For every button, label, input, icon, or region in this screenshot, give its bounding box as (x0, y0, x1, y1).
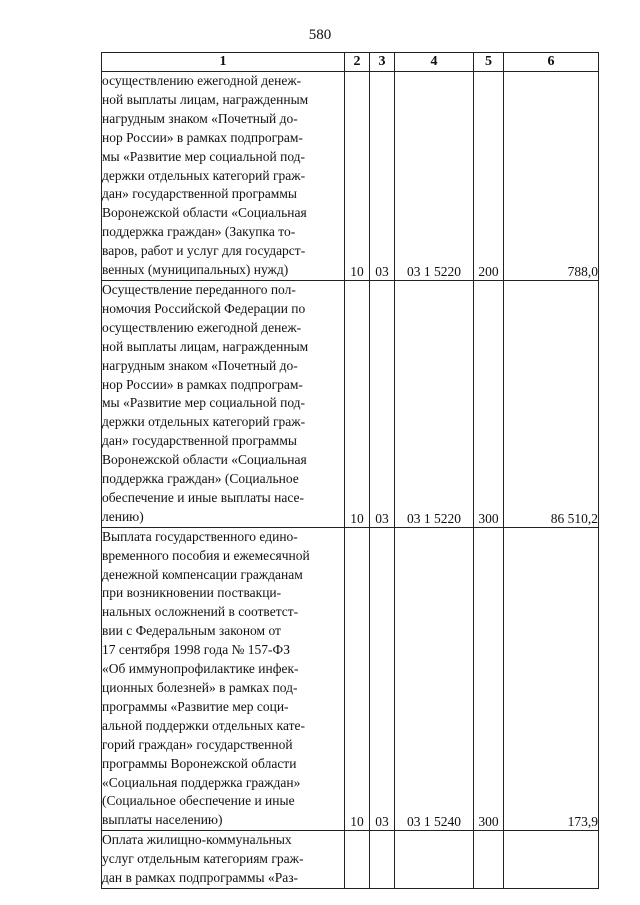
header-col-5: 5 (474, 53, 504, 72)
section-code: 10 (345, 280, 370, 527)
section-code: 10 (345, 72, 370, 281)
description-line: поддержка граждан» (Социальное (102, 471, 299, 487)
description-line: ной выплаты лицам, награжденным (102, 91, 309, 107)
expense-type-code: 300 (474, 280, 504, 527)
description-line: мы «Развитие мер социальной под- (102, 395, 306, 411)
table-row (102, 280, 599, 527)
row-description (102, 527, 345, 831)
description-line: поддержка граждан» (Закупка то- (102, 224, 296, 240)
description-line: Выплата государственного едино- (102, 528, 298, 544)
target-article-code: 03 1 5240 (395, 527, 474, 831)
subsection-code: 03 (370, 527, 395, 831)
description-line: нагрудным знаком «Почетный до- (102, 357, 298, 373)
description-line: нагрудным знаком «Почетный до- (102, 110, 298, 126)
amount: 788,0 (504, 72, 599, 281)
description-line: альной поддержки отдельных кате- (102, 717, 305, 733)
description-line: денежной компенсации гражданам (102, 566, 303, 582)
description-line: Оплата жилищно-коммунальных (102, 832, 292, 848)
expense-type-code: 200 (474, 72, 504, 281)
subsection-code (370, 831, 395, 889)
description-line: Воронежской области «Социальная (102, 452, 307, 468)
description-line: 17 сентября 1998 года № 157-ФЗ (102, 642, 290, 658)
amount: 86 510,2 (504, 280, 599, 527)
description-line: временного пособия и ежемесячной (102, 547, 310, 563)
description-line: «Социальная поддержка граждан» (102, 774, 301, 790)
description-line: держки отдельных категорий граж- (102, 414, 306, 430)
target-article-code: 03 1 5220 (395, 72, 474, 281)
description-line: обеспечение и иные выплаты насе- (102, 489, 304, 505)
description-line: программы Воронежской области (102, 755, 297, 771)
description-line: варов, работ и услуг для государст- (102, 243, 306, 259)
row-description (102, 831, 345, 889)
description-line: держки отдельных категорий граж- (102, 167, 306, 183)
header-col-3: 3 (370, 53, 395, 72)
description-line: при возникновении поствакци- (102, 585, 282, 601)
description-line: Воронежской области «Социальная (102, 205, 307, 221)
description-line: нальных осложнений в соответст- (102, 604, 299, 620)
subsection-code: 03 (370, 280, 395, 527)
description-line: вии с Федеральным законом от (102, 623, 281, 639)
description-line: нор России» в рамках подпрограм- (102, 376, 303, 392)
target-article-code (395, 831, 474, 889)
section-code: 10 (345, 527, 370, 831)
expense-type-code (474, 831, 504, 889)
table-row (102, 527, 599, 831)
description-line: программы «Развитие мер соци- (102, 698, 289, 714)
section-code (345, 831, 370, 889)
description-line: выплаты населению) (102, 812, 223, 828)
expense-type-code: 300 (474, 527, 504, 831)
amount (504, 831, 599, 889)
description-line: ционных болезней» в рамках под- (102, 680, 298, 695)
header-col-1: 1 (102, 53, 345, 72)
page-number: 580 (308, 27, 332, 43)
description-line: горий граждан» государственной (102, 736, 293, 752)
description-line: дан» государственной программы (102, 186, 297, 202)
header-col-2: 2 (345, 53, 370, 72)
description-line: номочия Российской Федерации по (102, 300, 306, 316)
description-line: мы «Развитие мер социальной под- (102, 148, 306, 164)
description-line: Осуществление переданного пол- (102, 281, 296, 297)
amount: 173,9 (504, 527, 599, 831)
description-line: ной выплаты лицам, награжденным (102, 338, 309, 354)
description-line: услуг отдельным категориям граж- (102, 851, 304, 867)
table-row (102, 831, 599, 889)
description-line: осуществлению ежегодной денеж- (102, 319, 302, 335)
description-line: осуществлению ежегодной денеж- (102, 73, 302, 88)
header-col-6: 6 (504, 53, 599, 72)
subsection-code: 03 (370, 72, 395, 281)
table-row (102, 72, 599, 281)
description-line: дан» государственной программы (102, 433, 297, 449)
description-line: (Социальное обеспечение и иные (102, 793, 295, 809)
target-article-code: 03 1 5220 (395, 280, 474, 527)
budget-table (101, 52, 599, 889)
row-description (102, 72, 345, 281)
description-line: лению) (102, 508, 144, 524)
description-line: нор России» в рамках подпрограм- (102, 129, 303, 145)
description-line: «Об иммунопрофилактике инфек- (102, 661, 299, 677)
header-row (102, 53, 599, 72)
description-line: венных (муниципальных) нужд) (102, 262, 289, 278)
description-line: дан в рамках подпрограммы «Раз- (102, 870, 299, 886)
row-description (102, 280, 345, 527)
header-col-4: 4 (395, 53, 474, 72)
